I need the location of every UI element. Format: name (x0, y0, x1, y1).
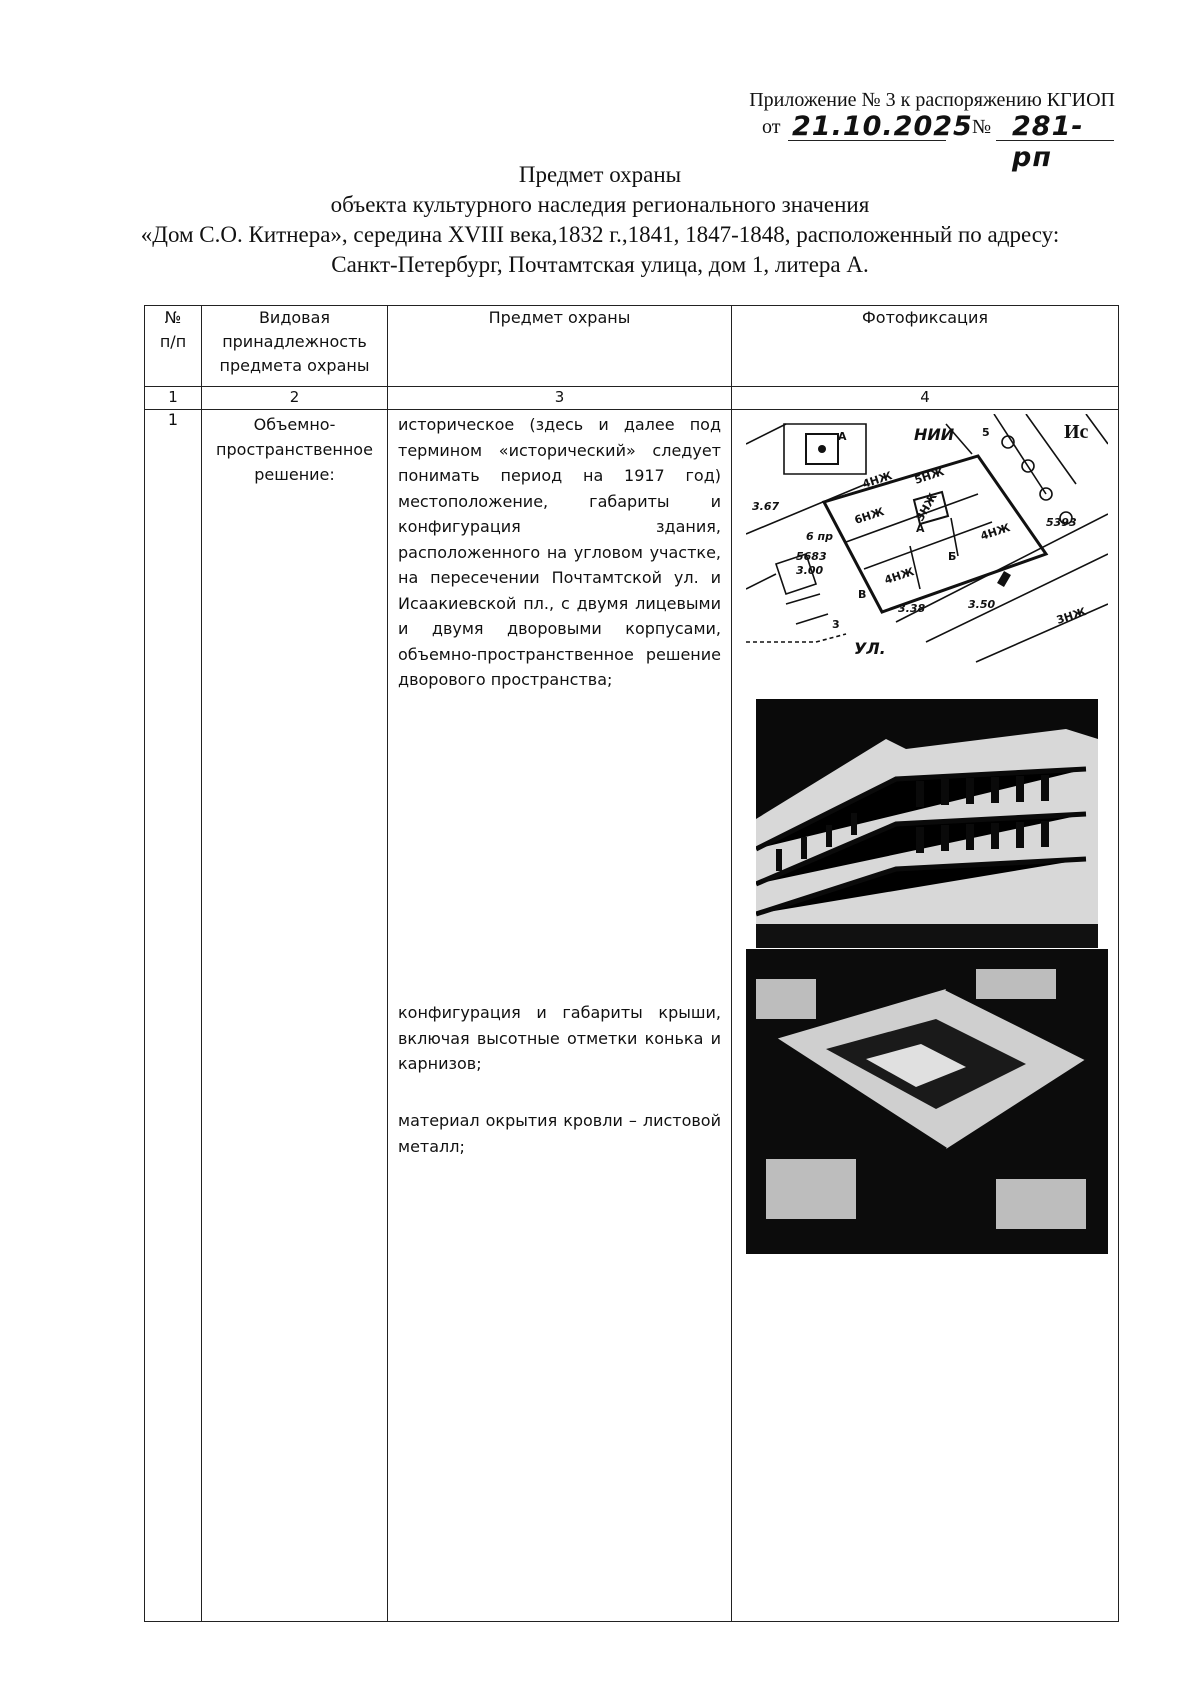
table-header-row (145, 306, 1119, 387)
title-line-3: «Дом С.О. Китнера», середина XVIII века,1832 г.,1841, 1847-1848, расположенный по адресу: (140, 222, 1060, 247)
map-label: А (916, 522, 925, 535)
site-plan-map (746, 414, 1108, 666)
map-label: 5 (982, 426, 990, 439)
order-reference (750, 111, 1120, 173)
appendix-header (749, 88, 1115, 112)
subject-paragraph-1: историческое (здесь и далее под термином «исторический» следует понимать период на 1917 год) местоположение, габариты и конфигурация здания, расположенного на угловом участке, на пересечении Почтамтской ул. и Исаакиевской пл., с двумя лицевыми и двумя дворовыми корпусами, объемно-пространственное решение дворового пространства; (398, 415, 721, 689)
column-number: 4 (732, 387, 1119, 410)
header-number: № п/п (145, 306, 202, 387)
map-label: 5НЖ (912, 465, 946, 487)
column-number: 3 (388, 387, 732, 410)
aerial-roof-photo (746, 949, 1108, 1254)
title-line-1: Предмет охраны (518, 162, 682, 187)
map-label: 4НЖ (860, 469, 894, 491)
map-label: 6 пр (806, 530, 833, 543)
map-label: 3НЖ (913, 490, 940, 524)
map-label: Б (948, 550, 957, 563)
map-label: 3.38 (898, 602, 926, 615)
header-type: Видовая принадлежность предмета охраны (202, 306, 388, 387)
map-label: 5393 (1046, 516, 1077, 529)
row-number: 1 (145, 410, 202, 1622)
appendix-line: Приложение № 3 к распоряжению КГИОП (749, 89, 1115, 111)
subject-paragraph-2: конфигурация и габариты крыши, включая высотные отметки конька и карнизов; (398, 1003, 721, 1073)
row-subject (388, 410, 732, 1622)
map-label: 3.67 (752, 500, 780, 513)
map-label: 3.50 (968, 598, 996, 611)
number-sign: № (972, 116, 992, 138)
map-label: 5683 (796, 550, 827, 563)
map-label: В (858, 588, 867, 601)
building-facade-photo (756, 699, 1098, 948)
map-label: А (838, 430, 847, 443)
handwritten-number: 281-рп (1012, 111, 1084, 173)
header-subject: Предмет охраны (388, 306, 732, 387)
column-number: 2 (202, 387, 388, 410)
protection-table (144, 305, 1119, 1622)
header-photo: Фотофиксация (732, 306, 1119, 387)
map-label: 3 (832, 618, 840, 631)
map-label: 3.00 (796, 564, 824, 577)
row-type: Объемно-пространственное решение: (202, 410, 388, 1622)
map-label: НИИ (914, 425, 955, 444)
map-label: 3НЖ (1054, 605, 1088, 627)
title-line-2: объекта культурного наследия регионального значения (330, 192, 870, 217)
column-number-row (145, 387, 1119, 410)
subject-paragraph-3: материал окрытия кровли – листовой металл; (398, 1111, 721, 1156)
map-label: УЛ. (854, 639, 886, 658)
row-photos (732, 410, 1119, 1622)
document-title (70, 160, 1130, 280)
map-label: 4НЖ (978, 521, 1012, 543)
map-label: Ис (1064, 421, 1089, 443)
handwritten-date: 21.10.2025 (792, 111, 973, 142)
column-number: 1 (145, 387, 202, 410)
title-line-4: Санкт-Петербург, Почтамтская улица, дом 1, литера А. (331, 252, 869, 277)
table-row (145, 410, 1119, 1622)
map-label: 4НЖ (882, 565, 916, 587)
map-label: 6НЖ (852, 505, 886, 527)
from-prefix: от (762, 116, 781, 138)
